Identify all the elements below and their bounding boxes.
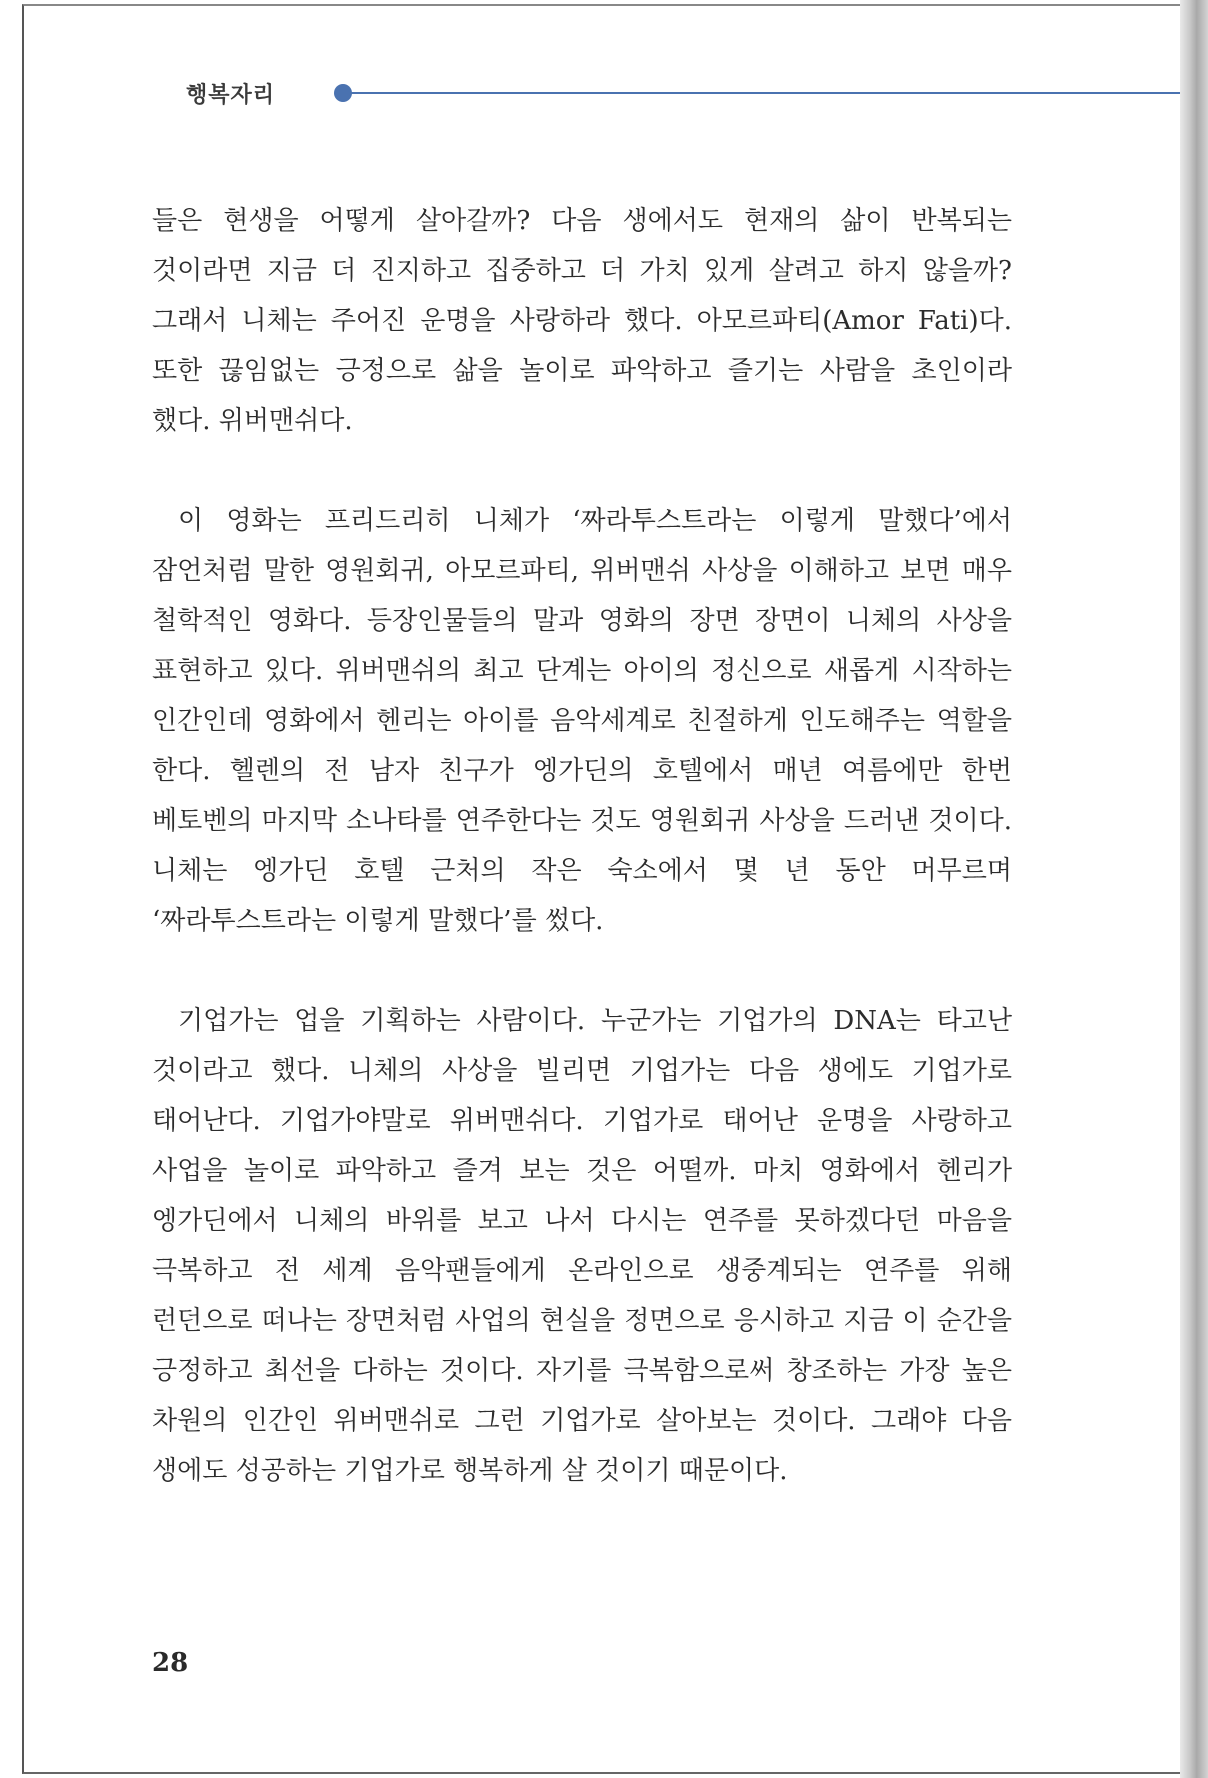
header-rule xyxy=(334,84,1180,102)
page-header xyxy=(186,76,275,110)
paragraph-2: 이 영화는 프리드리히 니체가 ‘짜라투스트라는 이렇게 말했다’에서 잠언처럼 말한 영원회귀, 아모르파티, 위버맨쉬 사상을 이해하고 보면 매우 철학적인 영화다. 등장인물들의 말과 영화의 장면 장면이 니체의 사상을 표현하고 있다. 위버맨쉬의 최고 단계는 아이의 정신으로 새롭게 시작하는 인간인데 영화에서 헨리는 아이를 음악세계로 친절하게 인도해주는 역할을 한다. 헬렌의 전 남자 친구가 엥가딘의 호텔에서 매년 여름에만 한번 베토벤의 마지막 소나타를 연주한다는 것도 영원회귀 사상을 드러낸 것이다. 니체는 엥가딘 호텔 근처의 작은 숙소에서 몇 년 동안 머무르며 ‘짜라투스트라는 이렇게 말했다’를 썼다. xyxy=(152,506,1012,936)
page-edge-shadow xyxy=(1180,0,1208,1778)
paragraph-1: 들은 현생을 어떻게 살아갈까? 다음 생에서도 현재의 삶이 반복되는 것이라면 지금 더 진지하고 집중하고 더 가치 있게 살려고 하지 않을까? 그래서 니체는 주어진 운명을 사랑하라 했다. 아모르파티(Amor Fati)다. 또한 끊임없는 긍정으로 삶을 놀이로 파악하고 즐기는 사람을 초인이라 했다. 위버맨쉬다. xyxy=(152,206,1012,436)
body-text xyxy=(152,196,1012,1546)
page-number: 28 xyxy=(152,1648,189,1678)
header-dot-icon xyxy=(334,84,352,102)
running-title: 행복자리 xyxy=(186,82,276,108)
header-line xyxy=(344,92,1180,94)
paragraph-3: 기업가는 업을 기획하는 사람이다. 누군가는 기업가의 DNA는 타고난 것이라고 했다. 니체의 사상을 빌리면 기업가는 다음 생에도 기업가로 태어난다. 기업가야말로 위버맨쉬다. 기업가로 태어난 운명을 사랑하고 사업을 놀이로 파악하고 즐겨 보는 것은 어떨까. 마치 영화에서 헨리가 엥가딘에서 니체의 바위를 보고 나서 다시는 연주를 못하겠다던 마음을 극복하고 전 세계 음악팬들에게 온라인으로 생중계되는 연주를 위해 런던으로 떠나는 장면처럼 사업의 현실을 정면으로 응시하고 지금 이 순간을 긍정하고 최선을 다하는 것이다. 자기를 극복함으로써 창조하는 가장 높은 차원의 인간인 위버맨쉬로 그런 기업가로 살아보는 것이다. 그래야 다음 생에도 성공하는 기업가로 행복하게 살 것이기 때문이다. xyxy=(152,1006,1012,1486)
